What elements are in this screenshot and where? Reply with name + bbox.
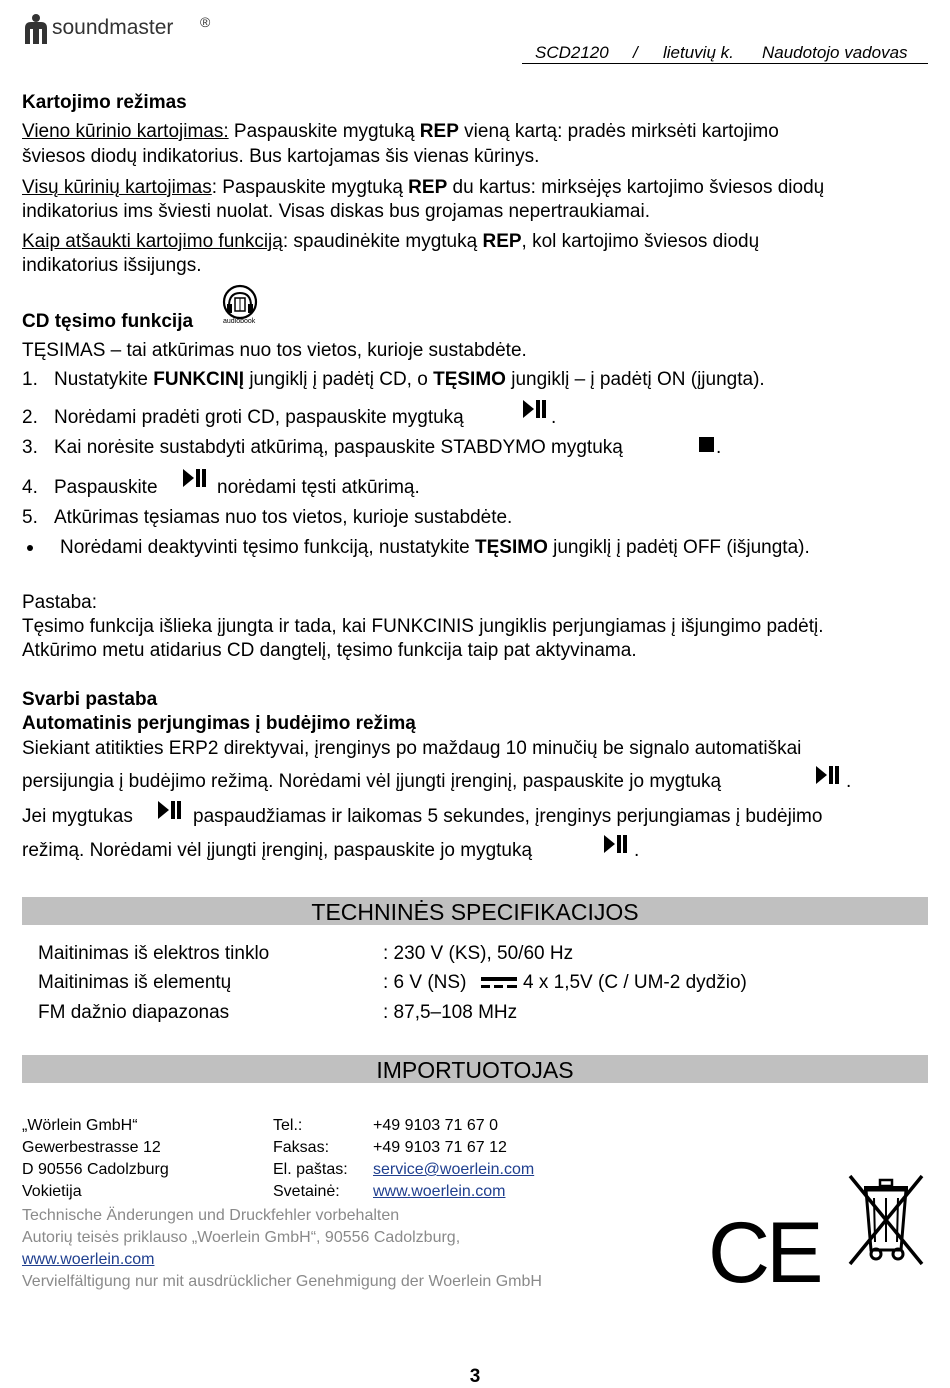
footer-line: Autorių teisės priklauso „Woerlein GmbH“, 90556 Cadolzburg, <box>22 1229 461 1246</box>
brand-registered: ® <box>200 14 211 30</box>
function-switch-label: FUNKCINĮ <box>153 369 245 390</box>
step-1-text-a: Nustatykite <box>54 369 154 390</box>
weee-bin-icon <box>844 1172 928 1272</box>
standby-line-4 <box>22 839 640 863</box>
contact-label: Svetainė: <box>273 1183 340 1200</box>
important-heading: Svarbi pastaba <box>22 689 158 710</box>
step-text: Norėdami pradėti groti CD, paspauskite mygtuką <box>54 407 464 428</box>
repeat-single-text-a: Paspauskite mygtuką <box>228 121 420 142</box>
spec-label: Maitinimas iš elektros tinklo <box>38 943 270 964</box>
header-sep: / <box>633 43 638 62</box>
header-rule <box>522 63 928 64</box>
spec-value: : 6 V (NS) <box>383 972 467 993</box>
address-line: D 90556 Cadolzburg <box>22 1161 169 1178</box>
step-text-b: norėdami tęsti atkūrimą. <box>217 477 420 498</box>
step-number: 4. <box>22 477 38 498</box>
ce-mark <box>708 1205 820 1301</box>
standby-line-2-text: persijungia į budėjimo režimą. Norėdami vėl įjungti įrenginį, paspauskite jo mygtuką <box>22 771 722 792</box>
footer-notes <box>22 1205 542 1293</box>
rep-key-label: REP <box>482 231 522 252</box>
repeat-single-label: Vieno kūrinio kartojimas: <box>22 121 229 142</box>
play-pause-icon <box>603 833 629 855</box>
standby-line-3-text-a: Jei mygtukas <box>22 806 133 827</box>
repeat-single-text-b: vieną kartą: pradės mirksėti kartojimo <box>458 121 779 142</box>
spec-value: : 230 V (KS), 50/60 Hz <box>383 943 574 964</box>
standby-line-4-end: . <box>634 840 640 861</box>
play-pause-icon <box>522 398 548 420</box>
spec-value: : 87,5–108 MHz <box>383 1002 518 1023</box>
standby-line-3-text-b: paspaudžiamas ir laikomas 5 sekundes, įrenginys perjungiamas į budėjimo <box>193 806 823 827</box>
repeat-cancel-label: Kaip atšaukti kartojimo funkciją <box>22 231 283 252</box>
step-1-text-d: jungiklį – į padėtį ON (įjungta). <box>505 369 765 390</box>
page-number: 3 <box>469 1366 481 1387</box>
repeat-cancel-line2: indikatorius išsijungs. <box>22 255 202 276</box>
step-1-text-c: jungiklį į padėtį CD, o <box>244 369 434 390</box>
stop-icon <box>699 437 714 452</box>
standby-line-4-text: režimą. Norėdami vėl įjungti įrenginį, paspauskite jo mygtuką <box>22 840 533 861</box>
repeat-all-line1 <box>22 176 824 200</box>
address-line: Gewerbestrasse 12 <box>22 1139 161 1156</box>
standby-line-2 <box>22 770 852 794</box>
resume-intro: TĘSIMAS – tai atkūrimas nuo tos vietos, kurioje sustabdėte. <box>22 340 527 361</box>
step-number: 3. <box>22 437 38 458</box>
spec-label: FM dažnio diapazonas <box>38 1002 230 1023</box>
resume-switch-label: TĘSIMO <box>475 537 548 558</box>
repeat-all-label: Visų kūrinių kartojimas <box>22 177 212 198</box>
contact-label: Tel.: <box>273 1117 303 1134</box>
specs-title-band <box>22 897 928 925</box>
email-link[interactable]: service@woerlein.com <box>373 1161 535 1178</box>
resume-heading: CD tęsimo funkcija <box>22 311 194 332</box>
importer-title-band <box>22 1055 928 1083</box>
header-model: SCD2120 <box>535 43 609 62</box>
footer-line: Vervielfältigung nur mit ausdrücklicher Genehmigung der Woerlein GmbH <box>22 1273 542 1290</box>
audiobook-icon-label: audiobook <box>223 318 256 325</box>
spec-value-cells: 4 x 1,5V (C / UM-2 dydžio) <box>523 972 747 993</box>
header-doc-title: Naudotojo vadovas <box>762 43 908 62</box>
repeat-all-text-b: du kartus: mirksėjęs kartojimo šviesos diodų <box>447 177 825 198</box>
contact-label: Faksas: <box>273 1139 330 1156</box>
standby-line-2-end: . <box>846 771 852 792</box>
play-pause-icon <box>815 764 841 786</box>
bullet-dot <box>27 545 33 551</box>
step-text: Atkūrimas tęsiamas nuo tos vietos, kurioje sustabdėte. <box>54 507 513 528</box>
importer-address <box>22 1115 169 1203</box>
bullet-text <box>60 536 810 560</box>
dc-symbol-icon <box>481 976 517 990</box>
step-end: . <box>716 437 722 458</box>
phone-number: +49 9103 71 67 0 <box>373 1117 499 1134</box>
repeat-cancel-text-b: , kol kartojimo šviesos diodų <box>521 231 760 252</box>
repeat-cancel-text-a: : spaudinėkite mygtuką <box>282 231 483 252</box>
note-heading: Pastaba: <box>22 592 97 613</box>
repeat-cancel-line1 <box>22 230 759 254</box>
address-line: „Wörlein GmbH“ <box>22 1117 138 1134</box>
play-pause-icon <box>157 799 183 821</box>
note-line-2: Atkūrimo metu atidarius CD dangtelį, tęsimo funkcija taip pat aktyvinama. <box>22 640 637 661</box>
step-text: Kai norėsite sustabdyti atkūrimą, paspauskite STABDYMO mygtuką <box>54 437 623 458</box>
importer-title: IMPORTUOTOJAS <box>376 1057 574 1083</box>
audiobook-icon <box>220 284 260 328</box>
standby-line-1: Siekiant atitikties ERP2 direktyvai, įrenginys po maždaug 10 minučių be signalo automatiškai <box>22 738 802 759</box>
brand-logo-icon <box>22 12 50 46</box>
importer-contact-labels <box>273 1115 348 1203</box>
play-pause-icon <box>182 467 208 489</box>
step-number: 2. <box>22 407 38 428</box>
resume-switch-label: TĘSIMO <box>433 369 506 390</box>
ce-mark-text: CE <box>708 1205 820 1301</box>
specs-title: TECHNINĖS SPECIFIKACIJOS <box>311 899 639 925</box>
website-link[interactable]: www.woerlein.com <box>373 1183 506 1200</box>
rep-key-label: REP <box>419 121 459 142</box>
repeat-all-text-a: : Paspauskite mygtuką <box>211 177 409 198</box>
repeat-single-line2: šviesos diodų indikatorius. Bus kartojamas šis vienas kūrinys. <box>22 146 540 167</box>
step-number: 5. <box>22 507 38 528</box>
step-number: 1. <box>22 369 38 390</box>
note-line-1: Tęsimo funkcija išlieka įjungta ir tada, kai FUNKCINIS jungiklis perjungiamas į išjungimo padėtį. <box>22 616 824 637</box>
fax-number: +49 9103 71 67 12 <box>373 1139 507 1156</box>
repeat-all-line2: indikatorius ims šviesti nuolat. Visas diskas bus grojamas nepertraukiamai. <box>22 201 650 222</box>
rep-key-label: REP <box>408 177 448 198</box>
step-text-a: Paspauskite <box>54 477 158 498</box>
contact-label: El. paštas: <box>273 1161 348 1178</box>
bullet-text-c: jungiklį į padėtį OFF (išjungta). <box>547 537 810 558</box>
step-text <box>54 368 765 392</box>
address-line: Vokietija <box>22 1183 82 1200</box>
step-end: . <box>551 407 557 428</box>
brand-name: soundmaster <box>52 16 174 39</box>
importer-contact-values <box>373 1115 534 1203</box>
footer-line: Technische Änderungen und Druckfehler vorbehalten <box>22 1207 400 1224</box>
standby-heading: Automatinis perjungimas į budėjimo režimą <box>22 713 416 734</box>
repeat-heading: Kartojimo režimas <box>22 92 187 113</box>
repeat-single-line1 <box>22 120 779 144</box>
header-language: lietuvių k. <box>663 43 734 62</box>
footer-website-link[interactable]: www.woerlein.com <box>22 1251 155 1268</box>
bullet-text-a: Norėdami deaktyvinti tęsimo funkciją, nustatykite <box>60 537 476 558</box>
spec-label: Maitinimas iš elementų <box>38 972 232 993</box>
